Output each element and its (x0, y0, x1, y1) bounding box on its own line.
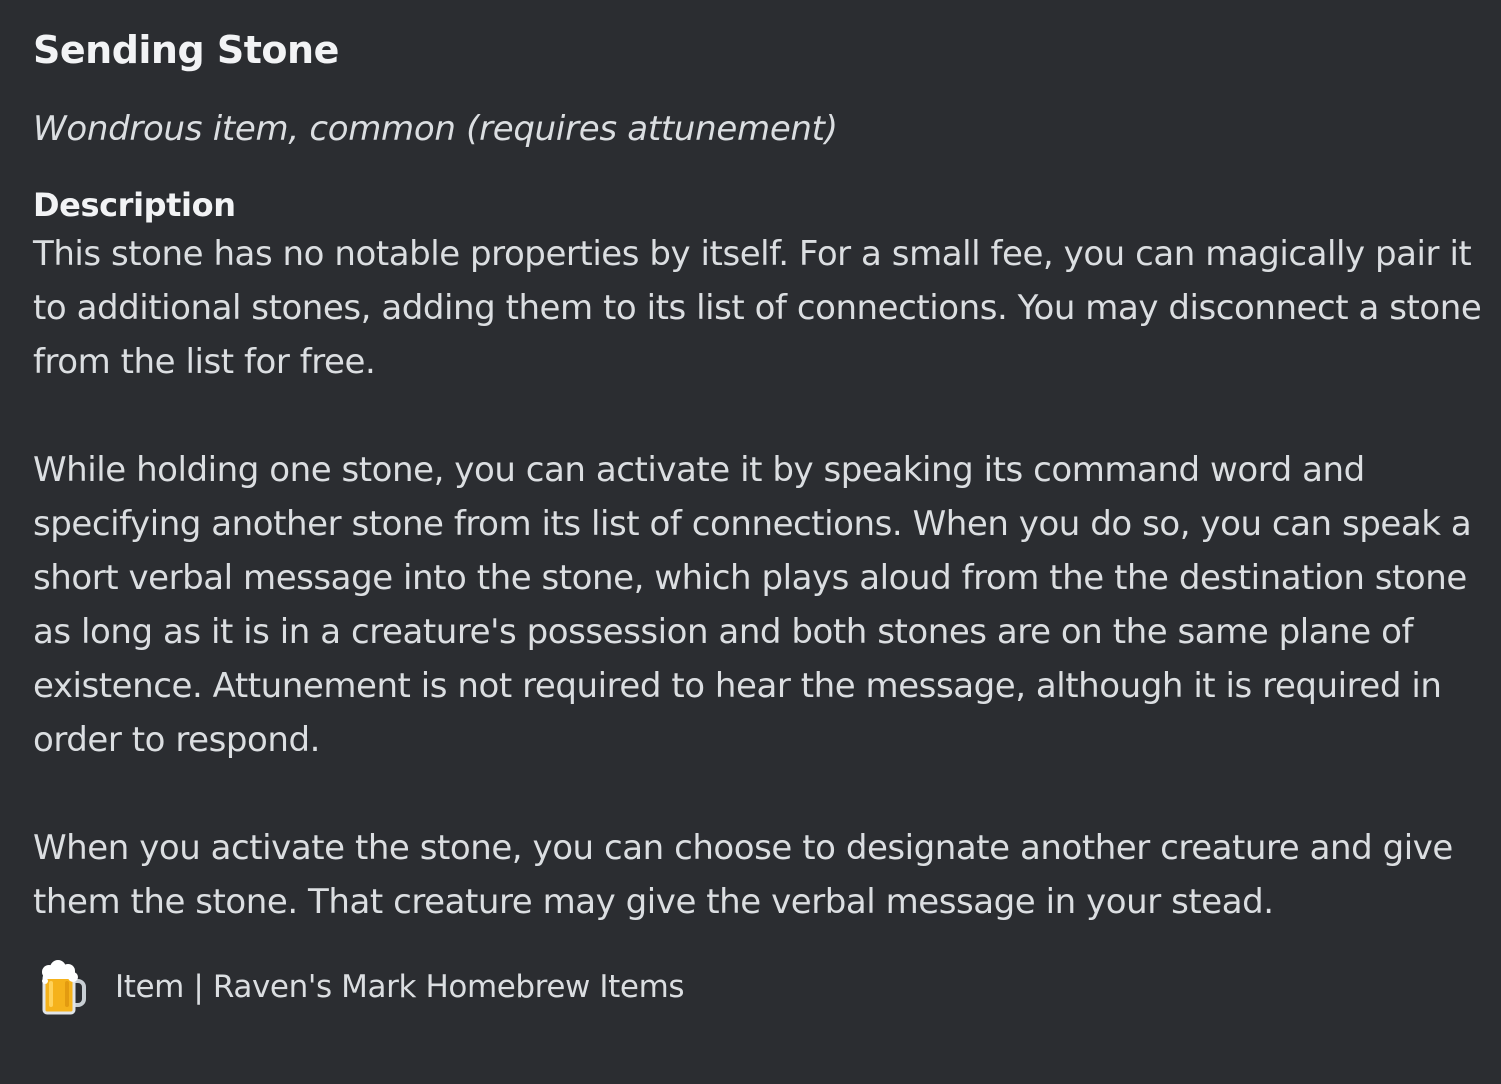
description-paragraph-1: This stone has no notable properties by itself. For a small fee, you can magically pair it to additional stones, adding them to its list of connections. You may disconnect a stone from the list for free. (33, 234, 1482, 382)
footer-text: Item | Raven's Mark Homebrew Items (115, 969, 685, 1005)
item-type-subtitle: Wondrous item, common (requires attunement) (33, 109, 838, 149)
field-value (33, 227, 1483, 929)
description-paragraph-2: While holding one stone, you can activate it by speaking its command word and specifying another stone from its list of connections. When you do so, you can speak a short verbal message into the stone, which plays aloud from the the destination stone as long as it is in a creature's possession and both stones are on the same plane of existence. Attunement is not required to hear the message, although it is required in order to respond. (33, 450, 1472, 760)
description-paragraph-3: When you activate the stone, you can choose to designate another creature and give them the stone. That creature may give the verbal message in your stead. (33, 828, 1453, 922)
embed-title: Sending Stone (33, 28, 339, 72)
beer-mug-icon (31, 955, 95, 1019)
description-field (33, 183, 1482, 929)
field-name: Description (33, 186, 236, 224)
embed-footer (33, 955, 1479, 1019)
